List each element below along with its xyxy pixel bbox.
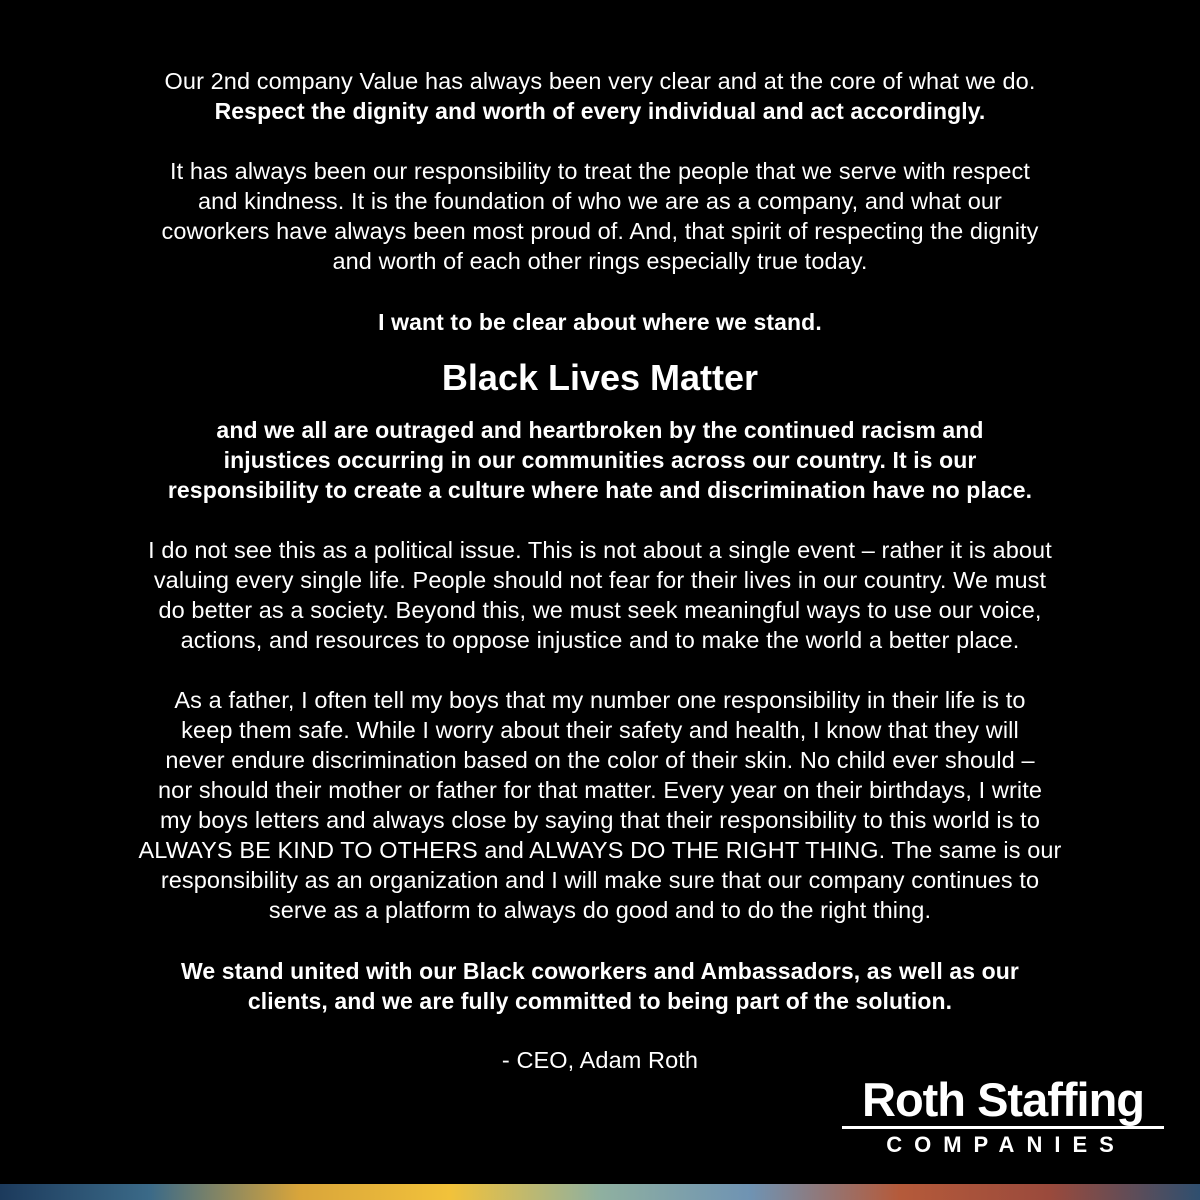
outrage-line: and we all are outraged and heartbroken by the continued racism and [216,417,984,443]
intro-line: Our 2nd company Value has always been very clear and at the core of what we do. [164,68,1036,94]
responsibility-line: and worth of each other rings especially true today. [332,248,868,274]
logo-rule [842,1126,1164,1129]
responsibility-line: and kindness. It is the foundation of who we are as a company, and what our [198,188,1002,214]
outrage-line: injustices occurring in our communities across our country. It is our [223,447,977,473]
father-line: serve as a platform to always do good and to do the right thing. [268,897,932,923]
father-line: my boys letters and always close by saying that their responsibility to this world is to [160,807,1040,833]
responsibility-line: coworkers have always been most proud of. And, that spirit of respecting the dignity [161,218,1039,244]
political-line: I do not see this as a political issue. This is not about a single event – rather it is about [148,537,1052,563]
father-line: ALWAYS BE KIND TO OTHERS and ALWAYS DO THE RIGHT THING. The same is our [138,837,1062,863]
color-gradient-bar [0,1184,1200,1200]
headline: Black Lives Matter [441,357,759,398]
closing-line: clients, and we are fully committed to being part of the solution. [247,988,953,1014]
father-line: keep them safe. While I worry about their safety and health, I know that they will [181,717,1019,743]
father-line: As a father, I often tell my boys that my number one responsibility in their life is to [174,687,1026,713]
logo-name: Roth Staffing [862,1073,1144,1126]
responsibility-line: It has always been our responsibility to treat the people that we serve with respect [169,158,1031,184]
political-line: valuing every single life. People should not fear for their lives in our country. We must [153,567,1047,593]
value-statement: Respect the dignity and worth of every individual and act accordingly. [214,98,986,124]
closing-line: We stand united with our Black coworkers and Ambassadors, as well as our [181,958,1019,984]
outrage-line: responsibility to create a culture where hate and discrimination have no place. [167,477,1033,503]
political-line: actions, and resources to oppose injustice and to make the world a better place. [180,627,1020,653]
signature: - CEO, Adam Roth [501,1047,699,1073]
father-line: responsibility as an organization and I will make sure that our company continues to [160,867,1040,893]
stance-line: I want to be clear about where we stand. [378,309,822,335]
logo-subtitle: COMPANIES [886,1132,1126,1157]
father-line: never endure discrimination based on the color of their skin. No child ever should – [165,747,1035,773]
father-line: nor should their mother or father for that matter. Every year on their birthdays, I write [157,777,1042,803]
company-logo [838,1074,1168,1158]
political-line: do better as a society. Beyond this, we must seek meaningful ways to use our voice, [158,597,1042,623]
